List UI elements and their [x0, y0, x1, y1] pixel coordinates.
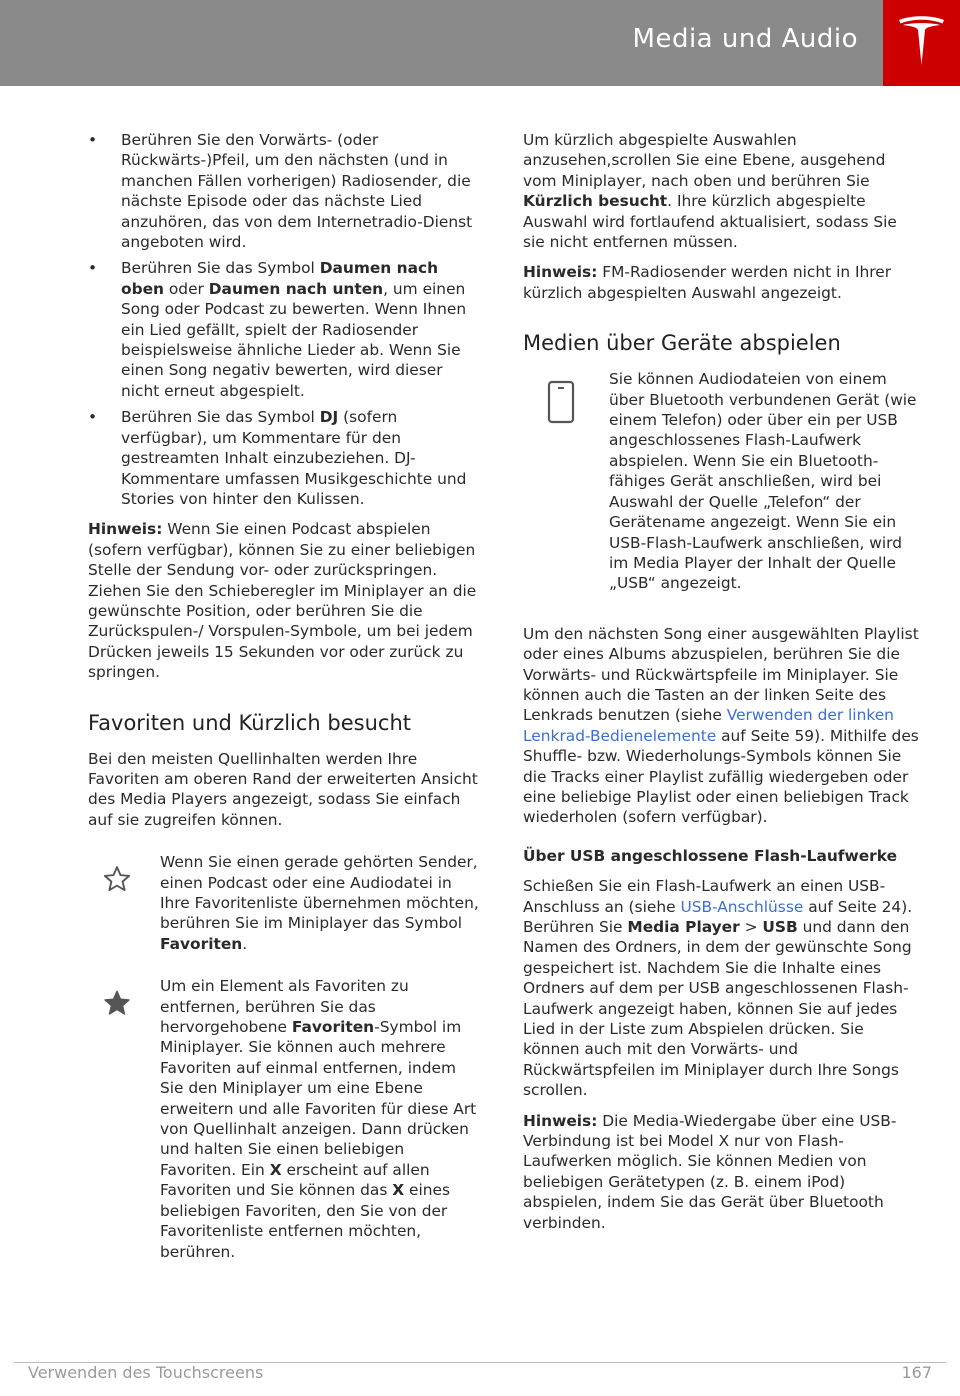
page-header: [0, 0, 960, 86]
right-column: [523, 130, 923, 1243]
star-filled-icon: [102, 988, 132, 1018]
recent-label: Kürzlich besucht: [523, 192, 668, 211]
note-label: Hinweis:: [88, 520, 163, 539]
media-player-label: Media Player: [627, 918, 740, 936]
thumbs-down-label: Daumen nach unten: [208, 279, 384, 298]
favorites-heading: Favoriten und Kürzlich besucht: [88, 710, 412, 735]
page-title: Media und Audio: [632, 24, 858, 54]
favorites-remove-block: Um ein Element als Favoriten zu entfernen, berühren Sie das hervorgehobene Favoriten-Symbol im Miniplayer. Sie können auch mehrere Favoriten auf einmal entfernen, indem Sie den Miniplayer um eine Ebene erweitern und alle Favoriten für diese Art von Quellinhalt anzeigen. Dann drücken und halten Sie einen beliebigen Favoriten. Ein X erscheint auf allen Favoriten und Sie können das X eines beliebigen Favoriten, den Sie von der Favoritenliste entfernen möchten, berühren.: [88, 976, 483, 1262]
usb-ports-link[interactable]: USB-Anschlüsse: [680, 897, 804, 916]
note-label: Hinweis:: [523, 263, 598, 282]
podcast-note: Hinweis: Wenn Sie einen Podcast abspielen (sofern verfügbar), können Sie zu einer beliebigen Stelle der Sendung vor- oder zurückspringen. Ziehen Sie den Schieberegler im Miniplayer an die gewünschte Position, oder berühren Sie die Zurückspulen-/ Vorspulen-Symbole, um bei jedem Drücken jeweils 15 Sekunden vor oder zurück zu springen.: [88, 520, 477, 682]
list-item: • Berühren Sie das Symbol Daumen nach oben oder Daumen nach unten, um einen Song oder Podcast zu bewerten. Wenn Ihnen ein Lied gefällt, spielt der Radiosender beispielsweise ähnliche Lieder ab. Wenn Sie einen Song negativ bewerten, wird dieser nicht erneut abgespielt.: [88, 258, 483, 401]
favorites-intro: Bei den meisten Quellinhalten werden Ihre Favoriten am oberen Rand der erweiterten Ansicht des Media Players angezeigt, sodass Sie einfach auf sie zugreifen können.: [88, 749, 478, 829]
phone-icon: [545, 379, 577, 427]
usb-paragraph: Schießen Sie ein Flash-Laufwerk an einen USB-Anschluss an (siehe USB-Anschlüsse auf Seite 24). Berühren Sie Media Player > USB und dann den Namen des Ordners, in dem der gewünschte Song gespeichert ist. Nachdem Sie die Inhalte eines Ordners auf dem per USB angeschlossenen Flash-Laufwerk angezeigt haben, können Sie auf jedes Lied in der Liste zum Abspielen drücken. Sie können auch mit den Vorwärts- und Rückwärtspfeilen im Miniplayer durch Ihre Songs scrollen.: [523, 877, 913, 1100]
favorites-label: Favoriten: [160, 934, 243, 953]
thumbs-up-label: Daumen nach oben: [121, 259, 439, 298]
favorites-label: Favoriten: [291, 1018, 375, 1037]
page-number: 167: [901, 1363, 932, 1382]
list-item: • Berühren Sie den Vorwärts- (oder Rückwärts-)Pfeil, um den nächsten (und in manchen Fällen vorherigen) Radiosender, die nächste Episode oder das nächste Lied anzuhören, das von dem Internetradio-Dienst angeboten wird.: [88, 130, 483, 252]
usb-label: USB: [762, 918, 798, 936]
dj-label: DJ: [319, 408, 339, 427]
tesla-logo-icon: [897, 14, 946, 68]
steering-controls-link[interactable]: Verwenden der linken Lenkrad-Bedienelemente: [523, 706, 894, 745]
devices-heading: Medien über Geräte abspielen: [523, 331, 841, 356]
devices-block: Sie können Audiodateien von einem über Bluetooth verbundenen Gerät (wie einem Telefon) oder über ein per USB angeschlossenes Flash-Laufwerk abspielen. Wenn Sie ein Bluetooth-fähiges Gerät anschließen, wird bei Auswahl der Quelle „Telefon“ der Gerätename angezeigt. Wenn Sie ein USB-Flash-Laufwerk anschließen, wird im Media Player der Inhalt der Quelle „USB“ angezeigt.: [523, 369, 923, 593]
list-item: • Berühren Sie das Symbol DJ (sofern verfügbar), um Kommentare für den gestreamten Inhalt einzubeziehen. DJ-Kommentare umfassen Musikgeschichte und Stories von hinter den Kulissen.: [88, 407, 483, 509]
fm-note: Hinweis: FM-Radiosender werden nicht in Ihrer kürzlich abgespielten Auswahl angezeigt.: [523, 263, 892, 302]
star-outline-icon: [102, 864, 132, 894]
x-label: X: [269, 1160, 282, 1179]
recent-paragraph: Um kürzlich abgespielte Auswahlen anzusehen,scrollen Sie eine Ebene, ausgehend vom Miniplayer, nach oben und berühren Sie Kürzlich besucht. Ihre kürzlich abgespielte Auswahl wird fortlaufend aktualisiert, sodass Sie sie nicht entfernen müssen.: [523, 131, 897, 252]
usb-heading: Über USB angeschlossene Flash-Laufwerke: [523, 846, 898, 865]
note-label: Hinweis:: [523, 1111, 598, 1130]
footer-section: Verwenden des Touchscreens: [28, 1363, 264, 1382]
x-label: X: [392, 1181, 405, 1200]
usb-note: Hinweis: Die Media-Wiedergabe über eine USB-Verbindung ist bei Model X nur von Flash-Laufwerken möglich. Sie können Medien von beliebigen Gerätetypen (z. B. einem iPod) abspielen, indem Sie das Gerät über Bluetooth verbinden.: [523, 1111, 897, 1232]
left-column: [88, 130, 483, 1280]
logo-box: [883, 0, 960, 86]
favorites-add-block: Wenn Sie einen gerade gehörten Sender, einen Podcast oder eine Audiodatei in Ihre Favoritenliste übernehmen möchten, berühren Sie im Miniplayer das Symbol Favoriten.: [88, 852, 483, 954]
next-song-paragraph: Um den nächsten Song einer ausgewählten Playlist oder eines Albums abzuspielen, berühren Sie die Vorwärts- und Rückwärtspfeile im Miniplayer. Sie können auch die Tasten an der linken Seite des Lenkrads benutzen (siehe Verwenden der linken Lenkrad-Bedienelemente auf Seite 59). Mithilfe des Shuffle- bzw. Wiederholungs-Symbols können Sie die Tracks einer Playlist zufällig wiedergeben oder eine beliebige Playlist oder einen beliebigen Track wiederholen (sofern verfügbar).: [523, 624, 919, 827]
bullet-list: [88, 130, 483, 509]
